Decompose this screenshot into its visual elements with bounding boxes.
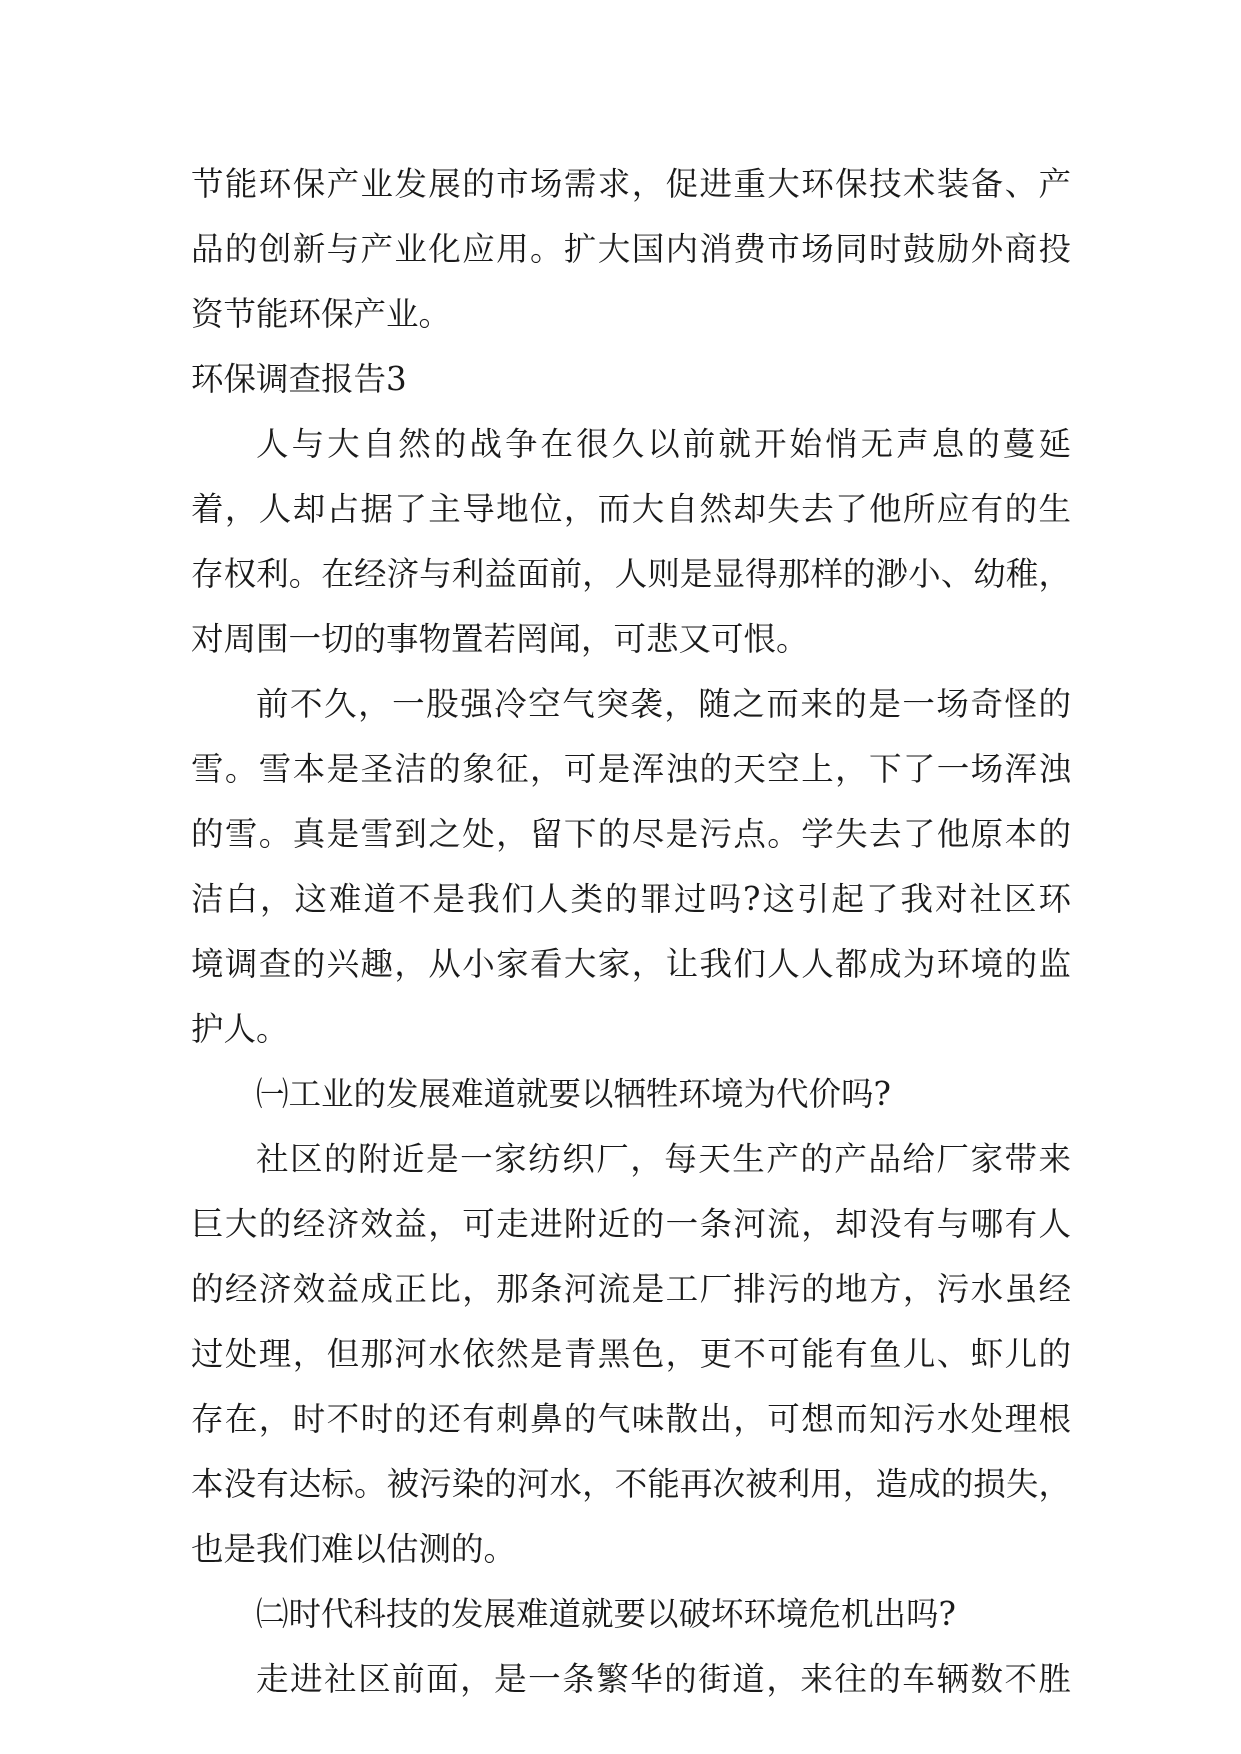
text-line: 社区的附近是一家纺织厂，每天生产的产品给厂家带来 <box>256 1140 1071 1178</box>
text-line: 前不久，一股强冷空气突袭，随之而来的是一场奇怪的 <box>256 685 1071 723</box>
text-line: 节能环保产业发展的市场需求，促进重大环保技术装备、产 <box>191 165 1071 203</box>
text-line: 着，人却占据了主导地位，而大自然却失去了他所应有的生 <box>191 490 1071 528</box>
text-line: 护人。 <box>191 1010 289 1048</box>
text-line: 存权利。在经济与利益面前，人则是显得那样的渺小、幼稚， <box>191 555 1071 593</box>
text-line: 过处理，但那河水依然是青黑色，更不可能有鱼儿、虾儿的 <box>191 1335 1071 1373</box>
text-line: 境调查的兴趣，从小家看大家，让我们人人都成为环境的监 <box>191 945 1071 983</box>
text-line: 走进社区前面，是一条繁华的街道，来往的车辆数不胜 <box>256 1660 1071 1698</box>
text-line: 也是我们难以估测的。 <box>191 1530 517 1568</box>
text-line: 资节能环保产业。 <box>191 295 452 333</box>
text-line: 的经济效益成正比，那条河流是工厂排污的地方，污水虽经 <box>191 1270 1071 1308</box>
text-line: 人与大自然的战争在很久以前就开始悄无声息的蔓延 <box>256 425 1071 463</box>
text-line: 雪。雪本是圣洁的象征，可是浑浊的天空上，下了一场浑浊 <box>191 750 1071 788</box>
subheading: ㈡时代科技的发展难道就要以破坏环境危机出吗? <box>256 1595 956 1633</box>
text-line: 巨大的经济效益，可走进附近的一条河流，却没有与哪有人 <box>191 1205 1071 1243</box>
section-heading: 环保调查报告3 <box>191 360 407 398</box>
subheading: ㈠工业的发展难道就要以牺牲环境为代价吗? <box>256 1075 891 1113</box>
text-line: 存在，时不时的还有刺鼻的气味散出，可想而知污水处理根 <box>191 1400 1071 1438</box>
text-line: 洁白，这难道不是我们人类的罪过吗?这引起了我对社区环 <box>191 880 1071 918</box>
text-line: 品的创新与产业化应用。扩大国内消费市场同时鼓励外商投 <box>191 230 1071 268</box>
text-line: 的雪。真是雪到之处，留下的尽是污点。学失去了他原本的 <box>191 815 1071 853</box>
text-line: 本没有达标。被污染的河水，不能再次被利用，造成的损失， <box>191 1465 1071 1503</box>
text-line: 对周围一切的事物置若罔闻，可悲又可恨。 <box>191 620 809 658</box>
